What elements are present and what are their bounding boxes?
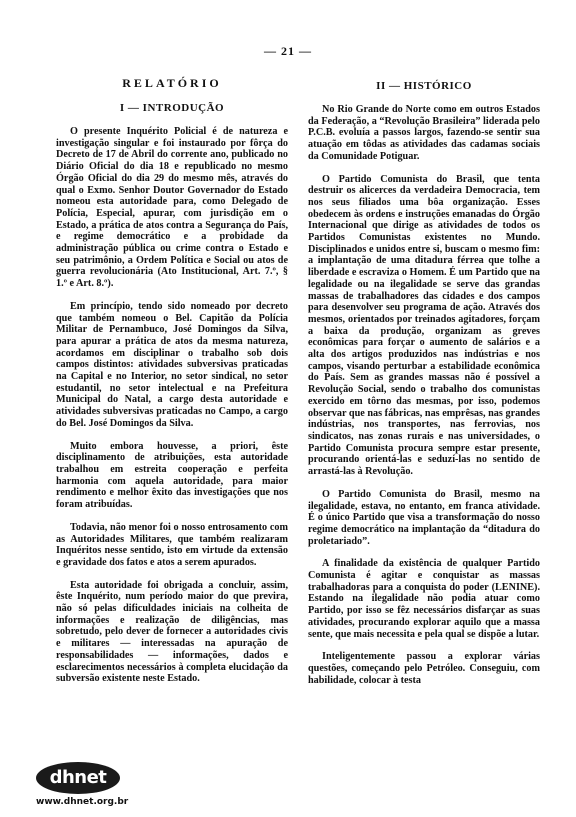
- paragraph: Em princípio, tendo sido nomeado por decreto que também nomeou o Bel. Capitão da Polícia Militar de Pernambuco, José Domingos da Silva, para apurar a prática de atos da mesma natureza, acordamos em disciplinar o trabalho sob dois campos distintos: atividades subversivas praticadas na Capital e no Interior, no setor sindical, no setor estudantil, no setor intelectual e na Prefeitura Municipal do Natal, a cargo desta autoridade e atividades subversivas praticadas no Campo, a cargo do Bel. José Domingos da Silva.: [56, 300, 288, 429]
- paragraph: O Partido Comunista do Brasil, que tenta destruir os alicerces da verdadeira Democracia, tem nos seus filiados uma bôa organização. Esses obedecem às ordens e instruções emanadas do Órgão Internacional que dirige as atividades de todos os Partidos Comunistas existentes no Mundo. Disciplinados e unidos entre si, buscam o mesmo fim: a implantação de uma ditadura férrea que tolhe a liberdade e escraviza o Homem. É um Partido que na legalidade ou na ilegalidade se serve das grandas massas de trabalhadores das cidades e dos campos para desenvolver seu programa de ação. Através dos mesmos, orientados por treinados agitadores, forçam a baixa da produção, organizam as greves econômicas para forçar o aumento de salários e a alta dos artigos produzidos nas indústrias e nos campos, visando perturbar a estabilidade econômica do País. Sem as grandes massas não é possível a Revolução Social, sendo o trabalho dos comunistas exercido em tôrno das mesmas, por isso, podemos observar que nas fábricas, nas emprêsas, nas grandes indústrias, nos transportes, nas ferrovias, nos sindicatos, nas zonas rurais e nas universidades, o Partido Comunista procura sempre estar presente, procurando orientá-las e seduzí-las no sentido de arrastá-las à Revolução.: [308, 173, 540, 478]
- section-heading-historico: II — HISTÓRICO: [376, 80, 472, 92]
- paragraph: No Rio Grande do Norte como em outros Estados da Federação, a “Revolução Brasileira” liderada pelo P.C.B. evoluía a passos largos, fazendo-se sentir sua atuação em tôdas as atividades das cadamas sociais da Comunidade Potiguar.: [308, 104, 540, 162]
- paragraph: Todavia, não menor foi o nosso entrosamento com as Autoridades Militares, que também realizaram Inquéritos nesse sentido, isto em virtude da extensão e gravidade dos fatos e atos a serem apurados.: [56, 521, 288, 568]
- paragraph: Esta autoridade foi obrigada a concluir, assim, êste Inquérito, num período maior do que previra, não só pelas dificuldades iniciais na colheita de informações e realização de diligências, mas sobretudo, pelo dever de fornecer a autoridades civis e militares — interessadas na apuração de responsabilidades — informações, dados e esclarecimentos necessários à completa elucidação da subversão existente neste Estado.: [56, 579, 288, 685]
- left-column: [56, 76, 288, 696]
- paragraph: O Partido Comunista do Brasil, mesmo na ilegalidade, estava, no entanto, em franca atividade. É o único Partido que visa a transformação do nosso regime democrático na implantação da “ditadura do proletariado”.: [308, 488, 540, 547]
- paragraph: O presente Inquérito Policial é de natureza e investigação singular e foi instaurado por fôrça do Decreto de 17 de Abril do corrente ano, publicado no Diário Oficial do dia 18 e republicado no mesmo Órgão Oficial do dia 29 do mesmo mês, através do qual o Exmo. Senhor Doutor Governador do Estado nomeou esta autoridade para, como Delegado de Polícia, Especial, apurar, com jurisdição em o Estado, a prática de atos contra a Segurança do País, e regime democrático e a probidade da administração pública ou crime contra o Estado e seu patrimônio, a Ordem Política e Social ou atos de guerra revolucionária (Ato Institucional, Art. 7.º, § 1.º e Art. 8.º).: [56, 126, 288, 290]
- report-title: RELATÓRIO: [122, 76, 222, 90]
- page-number: — 21 —: [264, 44, 312, 58]
- paragraph: Inteligentemente passou a explorar várias questões, começando pelo Petróleo. Conseguiu, com habilidade, colocar à testa: [308, 651, 540, 686]
- dhnet-url-link[interactable]: www.dhnet.org.br: [36, 797, 129, 807]
- paragraph: A finalidade da existência de qualquer Partido Comunista é agitar e conquistar as massas trabalhadoras para a conquista do poder (LENINE). Estando na ilegalidade não podia atuar como Partido, por isso se fêz necessários disfarçar as suas atividades, procurando explorar aquilo que a massa sente, que mais necessita e pela qual se dispõe a lutar.: [308, 558, 540, 640]
- dhnet-logo[interactable]: [36, 762, 156, 812]
- dhnet-logo-badge: dhnet: [36, 762, 120, 794]
- section-heading-introducao: I — INTRODUÇÃO: [119, 102, 225, 114]
- right-column: [308, 76, 540, 697]
- paragraph: Muito embora houvesse, a priori, êste disciplinamento de atribuições, esta autoridade trabalhou em estreita cooperação e perfeita harmonia com aquela autoridade, para maior rendimento e melhor êxito das investigações que nos foram atribuídas.: [56, 440, 288, 511]
